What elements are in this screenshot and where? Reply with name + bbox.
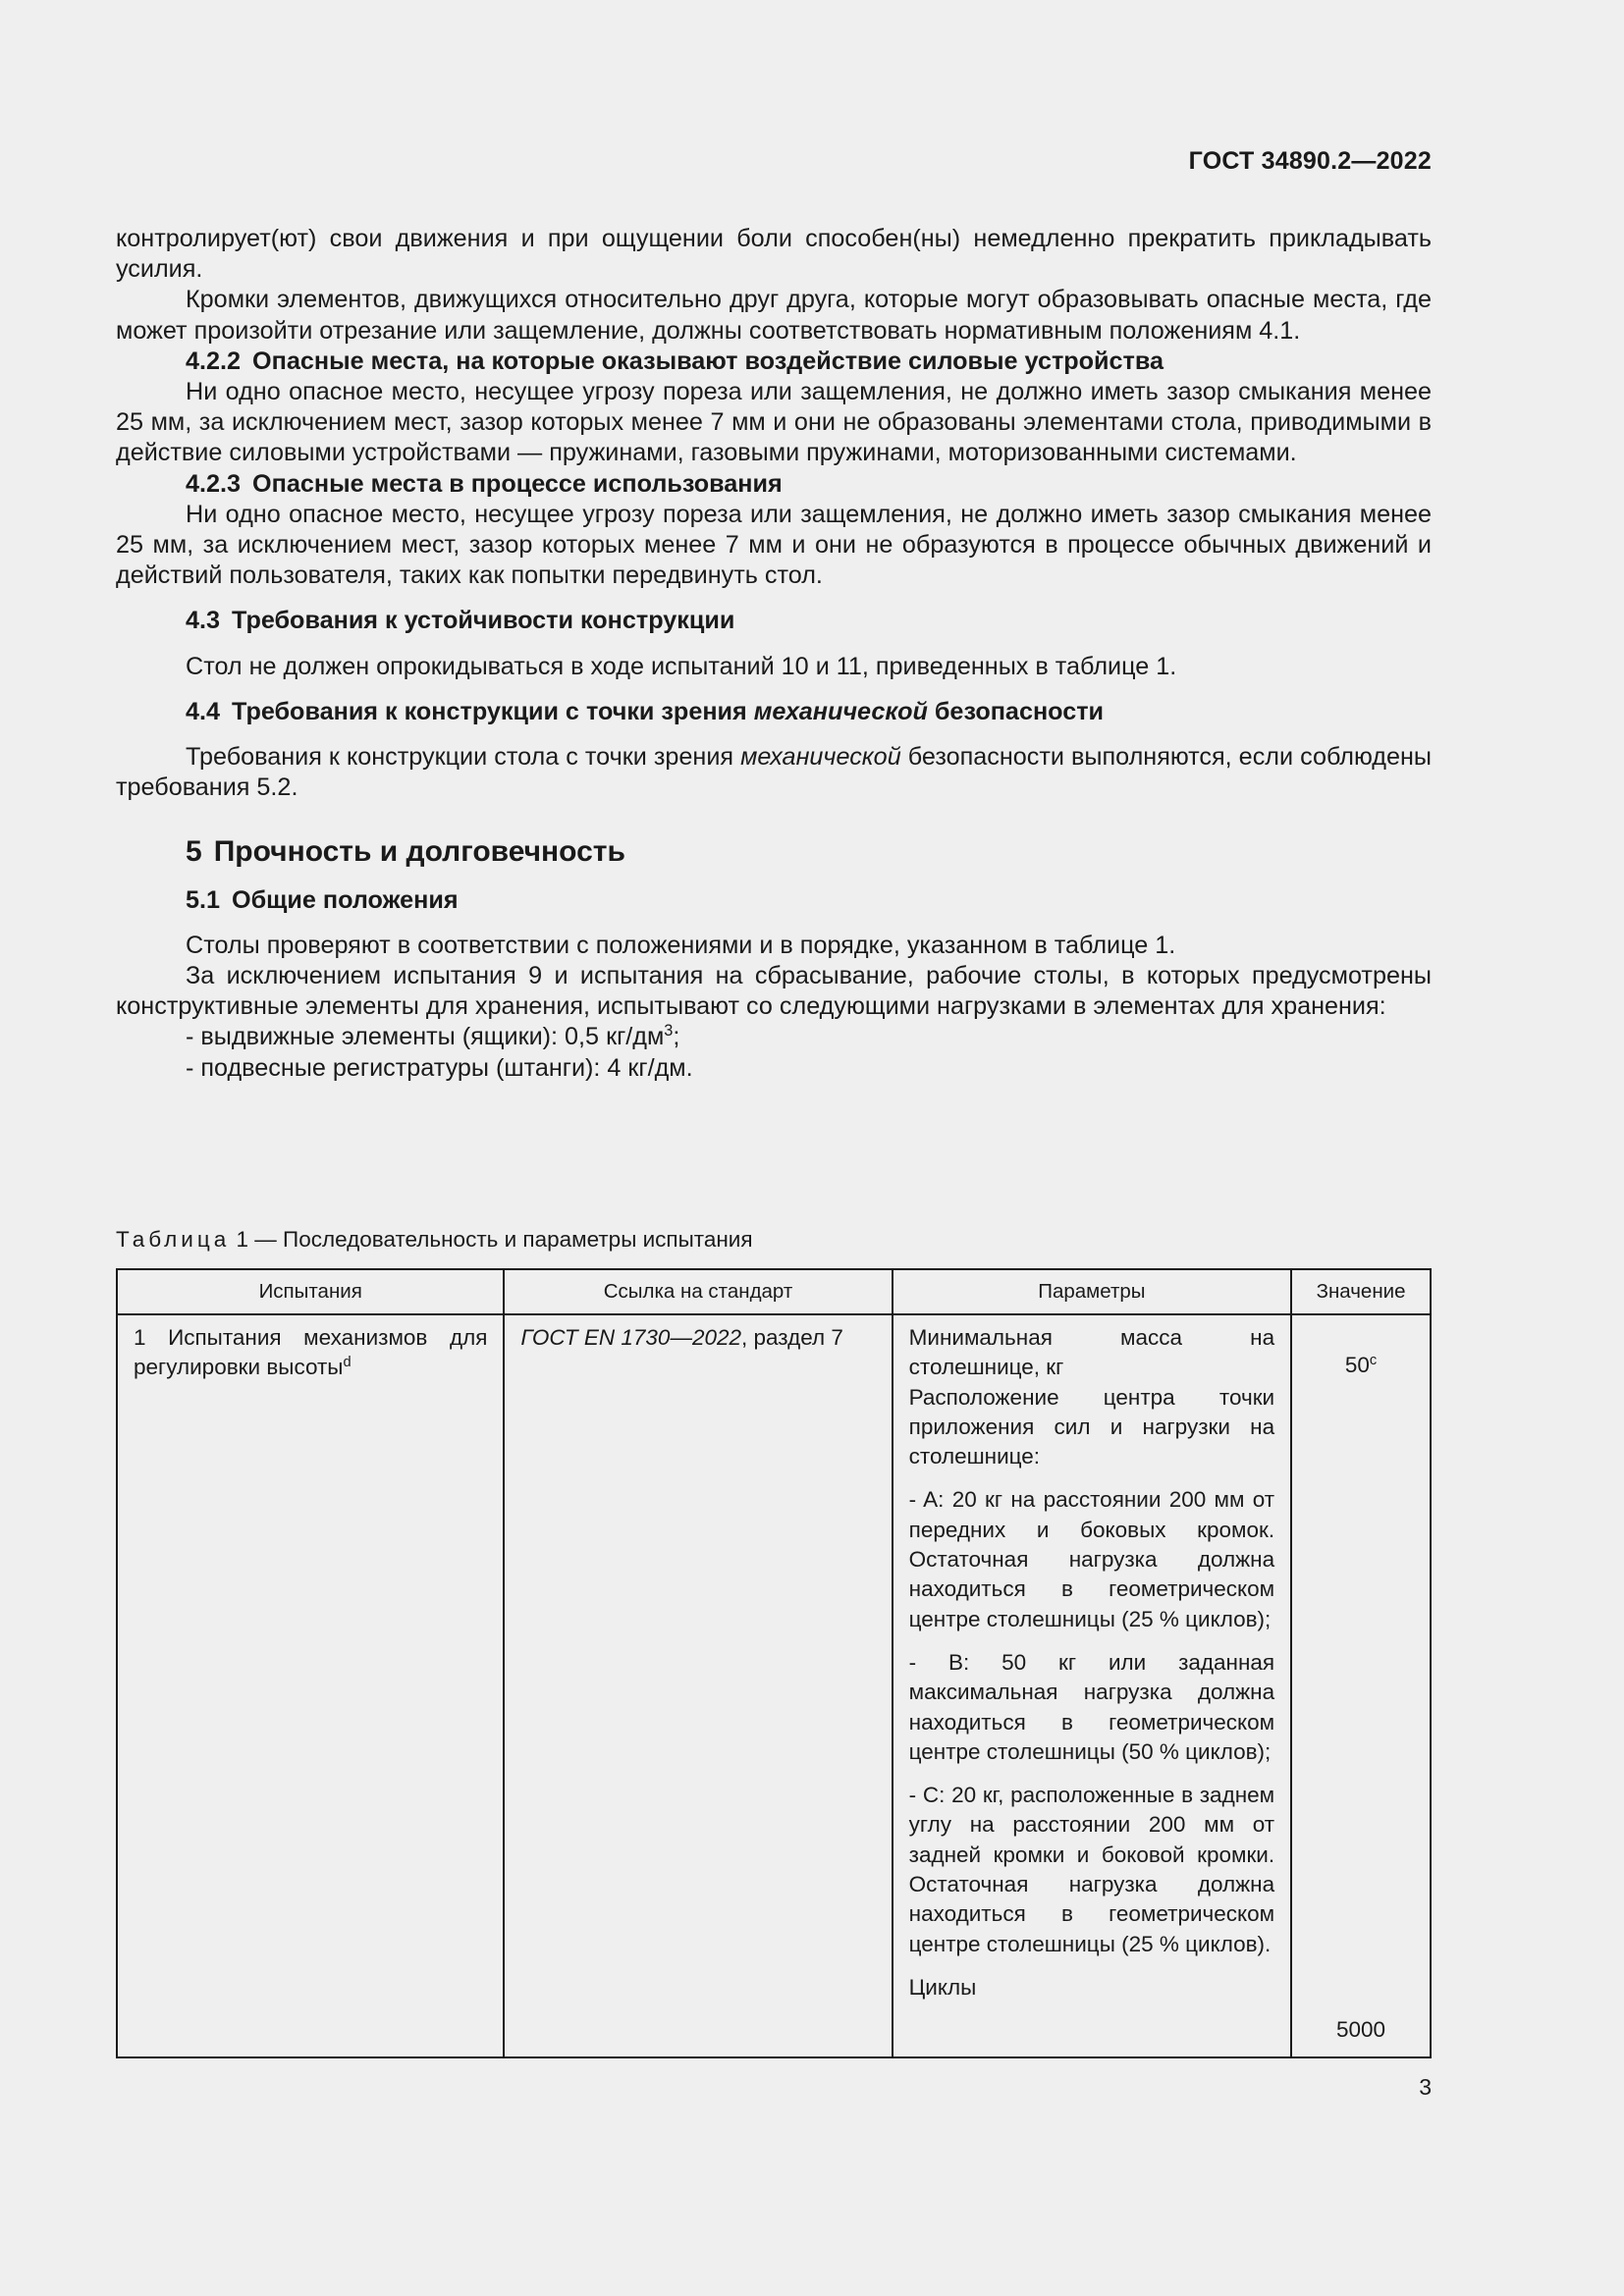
section-5-1-paragraph-2: За исключением испытания 9 и испытания на сбрасывание, рабочие столы, в которых предусмотрены конструктивные элементы для хранения, испытывают со следующими нагрузками в элементах для хранения: [116, 962, 1432, 1021]
table-row [117, 1314, 1431, 2057]
param-mass-and-position [909, 1323, 1274, 1471]
section-4-2-2-heading [116, 347, 1432, 377]
list-item-rods: - подвесные регистратуры (штанги): 4 кг/дм. [186, 1053, 693, 1082]
section-4-2-2-text: Ни одно опасное место, несущее угрозу пореза или защемления, не должно иметь зазор смыкания менее 25 мм, за исключением мест, зазор которых менее 7 мм и они не образованы элементами стола, приводимыми в действие силовыми устройствами — пружинами, газовыми пружинами, моторизованными системами. [116, 378, 1432, 467]
section-title: Опасные места в процессе использования [252, 469, 783, 498]
test-name: 1 Испытания механизмов для регулировки высоты [134, 1325, 488, 1380]
param-mass: Минимальная масса на столешнице, кг [908, 1325, 1275, 1380]
section-number: 4.4 [186, 697, 221, 725]
text-start: Требования к конструкции стола с точки зрения [186, 743, 734, 772]
cell-parameters [893, 1314, 1291, 2057]
standard-reference: ГОСТ EN 1730—2022 [520, 1325, 741, 1350]
section-4-3-text: Стол не должен опрокидываться в ходе испытаний 10 и 11, приведенных в таблице 1. [186, 652, 1177, 680]
table-caption [116, 1227, 753, 1253]
column-header-parameters: Параметры [893, 1269, 1291, 1314]
column-header-value: Значение [1291, 1269, 1431, 1314]
column-header-tests: Испытания [117, 1269, 504, 1314]
value-cycles: 5000 [1336, 2016, 1386, 2042]
superscript: 3 [664, 1022, 674, 1041]
section-number: 5 [186, 835, 202, 869]
section-4-4-text [116, 742, 1432, 803]
document-code: ГОСТ 34890.2—2022 [1188, 147, 1432, 175]
text-end: безопасности выполняются, если соблюдены требования 5.2. [116, 743, 1433, 802]
cell-reference [504, 1314, 892, 2057]
section-title-emphasis: механической [753, 697, 928, 725]
section-number: 4.3 [186, 607, 221, 635]
section-title: Общие положения [232, 885, 459, 914]
param-position-a: - A: 20 кг на расстоянии 200 мм от передних и боковых кромок. Остаточная нагрузка должна находиться в геометрическом центре столешницы (25 % циклов); [908, 1487, 1275, 1631]
value-mass [1292, 1351, 1430, 1380]
text-emphasis: механической [740, 743, 901, 772]
standard-section: , раздел 7 [741, 1325, 843, 1350]
section-title-end: безопасности [934, 697, 1105, 725]
section-title: Требования к устойчивости конструкции [232, 607, 735, 635]
table-caption-text: 1 — Последовательность и параметры испытания [236, 1227, 753, 1252]
param-cycles: Циклы [908, 1974, 977, 2000]
section-number: 4.2.3 [186, 469, 242, 498]
body-text [116, 224, 1432, 1084]
cell-test [117, 1314, 504, 2057]
section-title-start: Требования к конструкции с точки зрения [232, 697, 747, 725]
column-header-reference: Ссылка на стандарт [504, 1269, 892, 1314]
section-5-1-paragraph-1: Столы проверяют в соответствии с положениями и в порядке, указанном в таблице 1. [186, 931, 1176, 959]
param-position-c: - C: 20 кг, расположенные в заднем углу на расстоянии 200 мм от задней кромки и боковой кромки. Остаточная нагрузка должна находиться в геометрическом центре столешницы (25 % циклов). [908, 1783, 1275, 1956]
list-text: - выдвижные элементы (ящики): 0,5 кг/дм [186, 1023, 665, 1051]
section-4-4-heading [116, 697, 1432, 727]
table-header-row [117, 1269, 1431, 1314]
section-5-1-heading [116, 885, 1432, 916]
section-5-heading [116, 836, 1432, 867]
table-caption-label: Таблица [116, 1227, 231, 1252]
paragraph-edges: Кромки элементов, движущихся относительно друг друга, которые могут образовывать опасные места, где может произойти отрезание или защемление, должны соответствовать нормативным положениям 4.1. [116, 286, 1432, 345]
param-position-b: - B: 50 кг или заданная максимальная нагрузка должна находиться в геометрическом центре столешницы (50 % циклов); [908, 1649, 1275, 1764]
section-number: 4.2.2 [186, 347, 242, 375]
section-number: 5.1 [186, 885, 221, 914]
paragraph-continuation: контролирует(ют) свои движения и при ощущении боли способен(ны) немедленно прекратить прикладывать усилия. [116, 225, 1432, 284]
section-4-2-3-heading [116, 469, 1432, 500]
section-title: Опасные места, на которые оказывают воздействие силовые устройства [252, 347, 1164, 375]
page-number: 3 [1419, 2074, 1432, 2100]
section-4-3-heading [116, 606, 1432, 636]
section-4-2-3-text: Ни одно опасное место, несущее угрозу пореза или защемления, не должно иметь зазор смыкания менее 25 мм, за исключением мест, зазор которых менее 7 мм и они не образуются в процессе обычных движений и действий пользователя, таких как попытки передвинуть стол. [116, 500, 1432, 590]
param-position: Расположение центра точки приложения сил и нагрузки на столешнице: [908, 1384, 1275, 1469]
footnote-marker: c [1369, 1352, 1378, 1368]
cell-values [1291, 1314, 1431, 2057]
list-item-drawers [116, 1022, 1432, 1052]
section-title: Прочность и долговечность [213, 835, 625, 869]
footnote-marker: d [343, 1355, 352, 1371]
list-text-end: ; [673, 1023, 680, 1051]
test-parameters-table [116, 1268, 1432, 2058]
value-mass-number: 50 [1344, 1353, 1370, 1377]
